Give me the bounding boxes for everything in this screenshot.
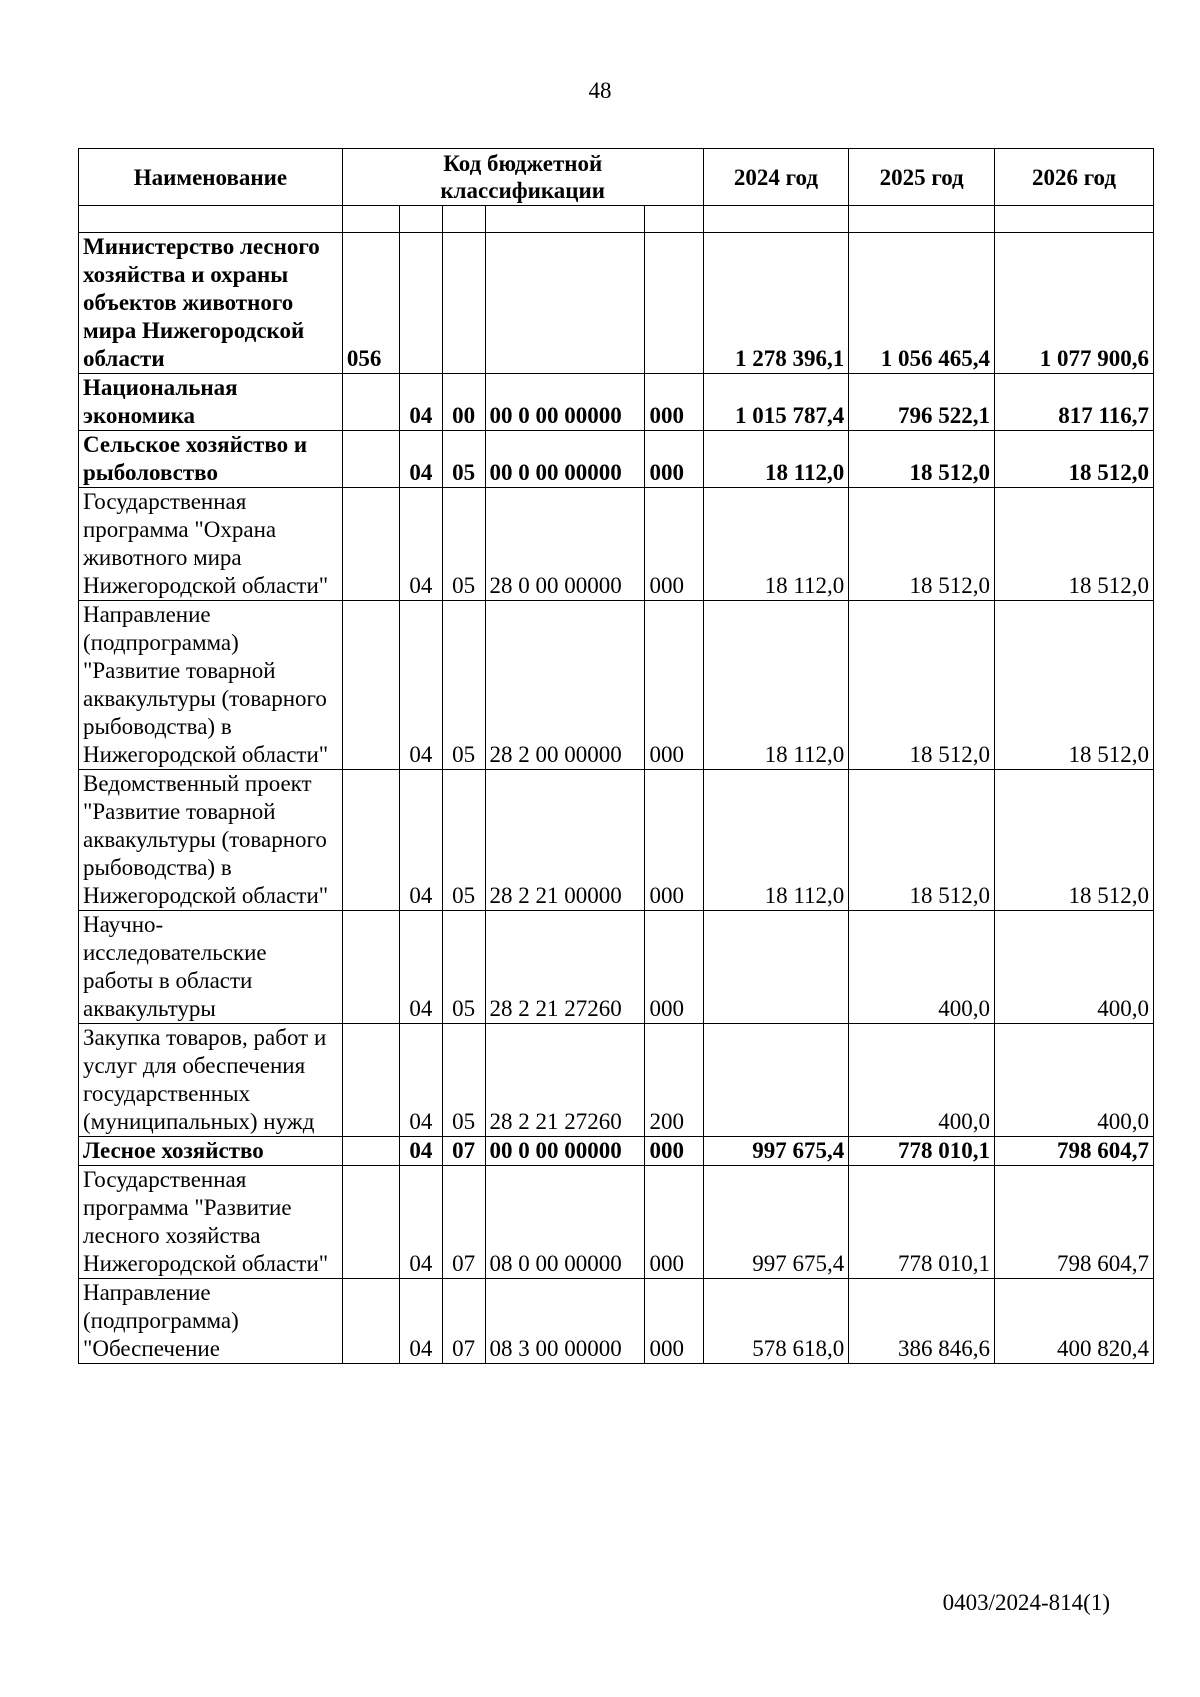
row-target-article: 28 0 00 00000 [485, 488, 645, 601]
page-number: 48 [588, 78, 612, 103]
row-expense-type: 000 [645, 431, 703, 488]
header-code-line2: классификации [440, 178, 606, 203]
row-amount-2024: 997 675,4 [703, 1137, 849, 1166]
row-expense-type: 000 [645, 1279, 703, 1364]
row-ministry-code [342, 1279, 399, 1364]
header-2024: 2024 год [703, 149, 849, 206]
row-amount-2024: 1 015 787,4 [703, 374, 849, 431]
row-ministry-code [342, 1137, 399, 1166]
row-expense-type: 200 [645, 1024, 703, 1137]
table-row [79, 770, 1154, 911]
row-section: 04 [399, 911, 442, 1024]
row-section: 04 [399, 488, 442, 601]
row-amount-2025: 1 056 465,4 [849, 233, 995, 374]
table-row [79, 1279, 1154, 1364]
row-amount-2026: 18 512,0 [994, 488, 1153, 601]
row-target-article: 28 2 21 27260 [485, 911, 645, 1024]
row-subsection: 07 [442, 1137, 485, 1166]
row-subsection: 07 [442, 1166, 485, 1279]
row-subsection: 00 [442, 374, 485, 431]
row-amount-2024: 578 618,0 [703, 1279, 849, 1364]
row-amount-2025: 778 010,1 [849, 1137, 995, 1166]
table-row [79, 431, 1154, 488]
row-expense-type: 000 [645, 374, 703, 431]
row-amount-2025: 18 512,0 [849, 601, 995, 770]
row-expense-type: 000 [645, 601, 703, 770]
row-subsection [442, 233, 485, 374]
row-target-article: 28 2 21 27260 [485, 1024, 645, 1137]
row-section: 04 [399, 1024, 442, 1137]
row-name: Государственная программа "Развитие лесного хозяйства Нижегородской области" [79, 1166, 343, 1279]
row-amount-2026: 18 512,0 [994, 431, 1153, 488]
row-expense-type: 000 [645, 1166, 703, 1279]
row-amount-2025: 18 512,0 [849, 431, 995, 488]
row-amount-2024: 18 112,0 [703, 601, 849, 770]
row-amount-2025: 18 512,0 [849, 770, 995, 911]
row-target-article: 28 2 00 00000 [485, 601, 645, 770]
row-name: Министерство лесного хозяйства и охраны объектов животного мира Нижегородской области [79, 233, 343, 374]
row-amount-2025: 778 010,1 [849, 1166, 995, 1279]
row-subsection: 05 [442, 488, 485, 601]
row-target-article: 00 0 00 00000 [485, 1137, 645, 1166]
row-amount-2026: 400,0 [994, 1024, 1153, 1137]
header-code [342, 149, 703, 206]
row-ministry-code [342, 601, 399, 770]
row-amount-2024: 18 112,0 [703, 431, 849, 488]
table-row [79, 233, 1154, 374]
row-ministry-code [342, 488, 399, 601]
row-subsection: 05 [442, 770, 485, 911]
row-subsection: 05 [442, 911, 485, 1024]
row-subsection: 05 [442, 1024, 485, 1137]
row-ministry-code: 056 [342, 233, 399, 374]
row-name: Государственная программа "Охрана животного мира Нижегородской области" [79, 488, 343, 601]
table-row [79, 1137, 1154, 1166]
table-row [79, 1024, 1154, 1137]
row-subsection: 07 [442, 1279, 485, 1364]
row-target-article: 08 3 00 00000 [485, 1279, 645, 1364]
row-section: 04 [399, 431, 442, 488]
table-row [79, 1166, 1154, 1279]
table-row [79, 911, 1154, 1024]
row-section: 04 [399, 601, 442, 770]
row-name: Закупка товаров, работ и услуг для обеспечения государственных (муниципальных) нужд [79, 1024, 343, 1137]
row-ministry-code [342, 1024, 399, 1137]
row-ministry-code [342, 374, 399, 431]
row-section [399, 233, 442, 374]
row-subsection: 05 [442, 601, 485, 770]
row-expense-type: 000 [645, 911, 703, 1024]
row-amount-2025: 400,0 [849, 1024, 995, 1137]
row-amount-2026: 400,0 [994, 911, 1153, 1024]
row-amount-2026: 817 116,7 [994, 374, 1153, 431]
header-name: Наименование [79, 149, 343, 206]
row-ministry-code [342, 911, 399, 1024]
row-target-article: 28 2 21 00000 [485, 770, 645, 911]
row-amount-2025: 18 512,0 [849, 488, 995, 601]
row-target-article [485, 233, 645, 374]
row-section: 04 [399, 1279, 442, 1364]
row-expense-type: 000 [645, 1137, 703, 1166]
row-amount-2026: 18 512,0 [994, 770, 1153, 911]
row-name: Сельское хозяйство и рыболовство [79, 431, 343, 488]
row-expense-type: 000 [645, 488, 703, 601]
row-name: Направление (подпрограмма) "Обеспечение [79, 1279, 343, 1364]
row-amount-2026: 18 512,0 [994, 601, 1153, 770]
row-ministry-code [342, 1166, 399, 1279]
header-spacer-row [79, 206, 1154, 233]
row-section: 04 [399, 1137, 442, 1166]
budget-table [78, 148, 1154, 1364]
row-target-article: 00 0 00 00000 [485, 431, 645, 488]
row-name: Научно-исследовательские работы в области аквакультуры [79, 911, 343, 1024]
row-amount-2024: 18 112,0 [703, 488, 849, 601]
table-body [79, 233, 1154, 1364]
row-name: Лесное хозяйство [79, 1137, 343, 1166]
row-amount-2024 [703, 911, 849, 1024]
row-target-article: 00 0 00 00000 [485, 374, 645, 431]
row-subsection: 05 [442, 431, 485, 488]
table-row [79, 601, 1154, 770]
row-amount-2025: 400,0 [849, 911, 995, 1024]
row-name: Направление (подпрограмма) "Развитие товарной аквакультуры (товарного рыбоводства) в Нижегородской области" [79, 601, 343, 770]
row-amount-2024: 997 675,4 [703, 1166, 849, 1279]
row-section: 04 [399, 770, 442, 911]
row-ministry-code [342, 770, 399, 911]
header-2025: 2025 год [849, 149, 995, 206]
row-amount-2024 [703, 1024, 849, 1137]
row-amount-2026: 400 820,4 [994, 1279, 1153, 1364]
row-name: Национальная экономика [79, 374, 343, 431]
row-amount-2026: 798 604,7 [994, 1166, 1153, 1279]
document-code: 0403/2024-814(1) [942, 1590, 1110, 1615]
row-amount-2024: 18 112,0 [703, 770, 849, 911]
row-amount-2024: 1 278 396,1 [703, 233, 849, 374]
row-ministry-code [342, 431, 399, 488]
row-amount-2026: 798 604,7 [994, 1137, 1153, 1166]
header-code-line1: Код бюджетной [443, 151, 603, 176]
row-amount-2026: 1 077 900,6 [994, 233, 1153, 374]
row-expense-type: 000 [645, 770, 703, 911]
table-row [79, 488, 1154, 601]
row-amount-2025: 796 522,1 [849, 374, 995, 431]
row-amount-2025: 386 846,6 [849, 1279, 995, 1364]
header-2026: 2026 год [994, 149, 1153, 206]
row-section: 04 [399, 1166, 442, 1279]
row-section: 04 [399, 374, 442, 431]
row-expense-type [645, 233, 703, 374]
row-name: Ведомственный проект "Развитие товарной аквакультуры (товарного рыбоводства) в Нижегородской области" [79, 770, 343, 911]
row-target-article: 08 0 00 00000 [485, 1166, 645, 1279]
table-row [79, 374, 1154, 431]
